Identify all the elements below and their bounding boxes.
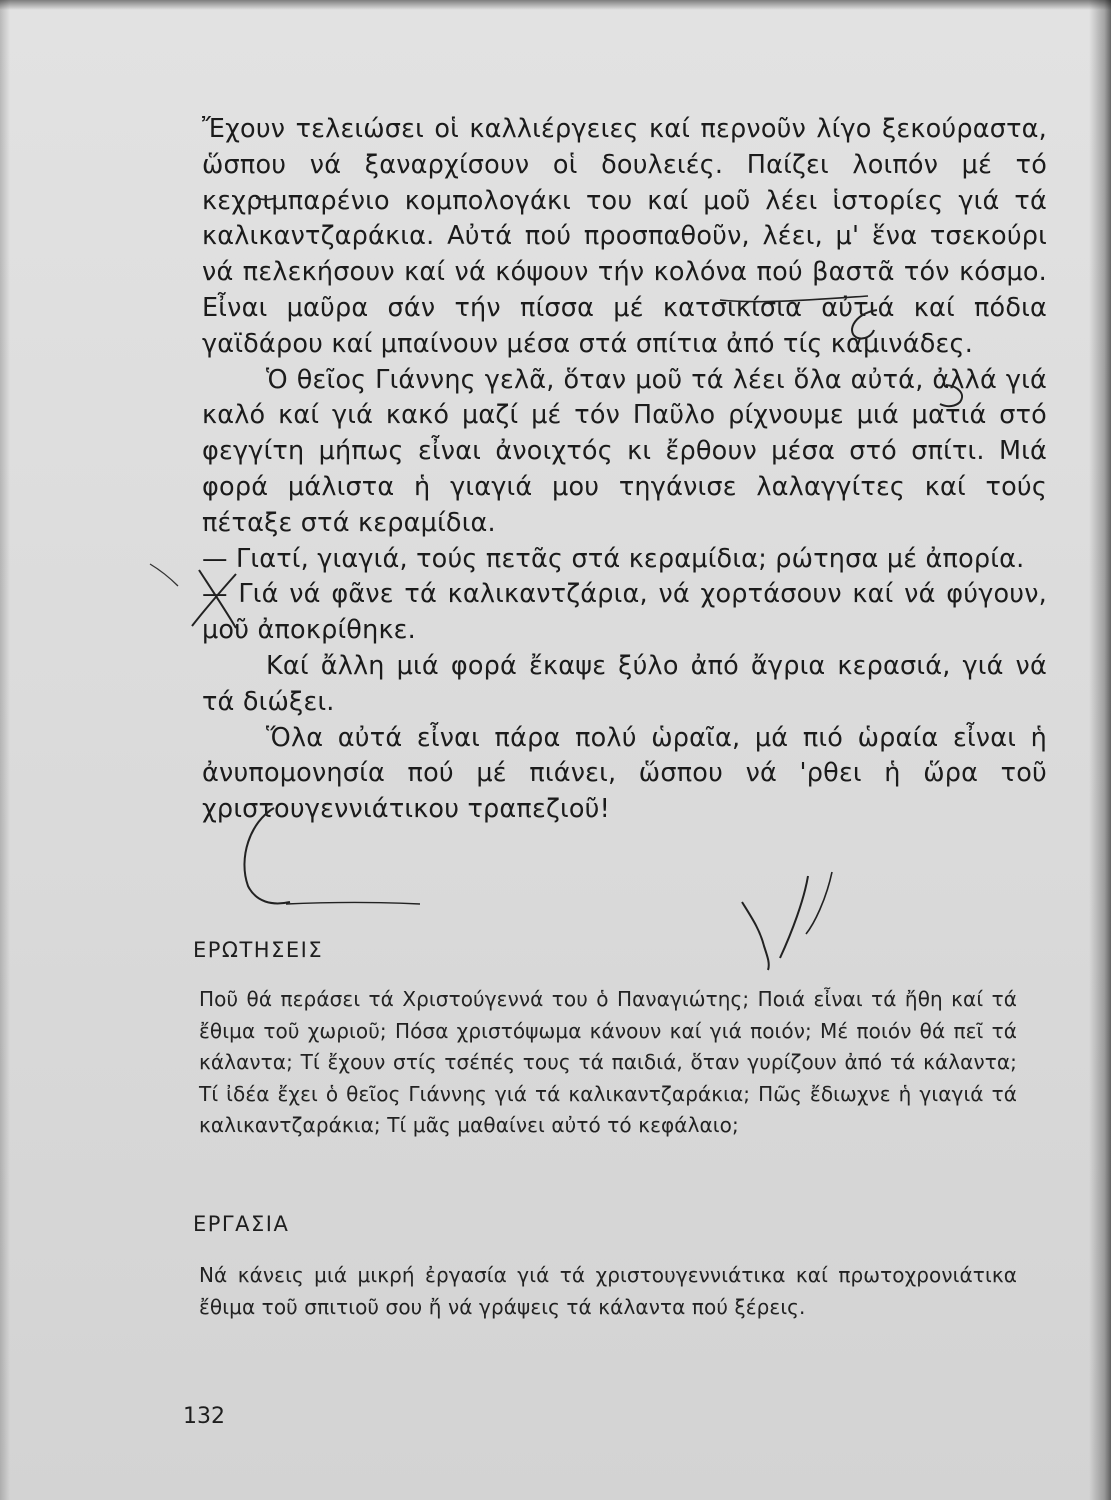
pen-strike-mark	[286, 903, 420, 905]
page-number: 132	[183, 1404, 225, 1429]
pen-signature-mark	[806, 872, 832, 934]
pen-tick-mark	[150, 564, 178, 586]
story-paragraph: Ὁ θεῖος Γιάννης γελᾶ, ὅταν μοῦ τά λέει ὅλα αὐτά, ἀλλά γιά καλό καί γιά κακό μαζί μέ τόν Παῦλο ρίχνουμε μιά ματιά στό φεγγίτη μήπως εἶναι ἀνοιχτός κι ἔρθουν μέσα στό σπίτι. Μιά φορά μάλιστα ἡ γιαγιά μου τηγάνισε λαλαγγίτες καί τούς πέταξε στά κεραμίδια.	[202, 364, 1047, 538]
pen-bracket-mark	[940, 385, 962, 406]
pen-bracket-mark	[244, 808, 290, 903]
story-paragraph: Ἔχουν τελειώσει οἱ καλλιέργειες καί περνοῦν λίγο ξεκούραστα, ὥσπου νά ξαναρχίσουν οἱ δουλειές. Παίζει λοιπόν μέ τό κεχριμπαρένιο κομπολογάκι του καί μοῦ λέει ἱστορίες γιά τά καλικαντζαράκια. Αὐτά πού προσπαθοῦν, λέει, μ' ἕνα τσεκούρι νά πελεκήσουν καί νά κόψουν τήν κολόνα πού βαστᾶ τόν κόσμο. Εἶναι μαῦρα σάν τήν πίσσα μέ κατσικίσια αὐτιά καί πόδια γαϊδάρου καί μπαίνουν μέσα στά σπίτια ἀπό τίς καμινάδες.	[202, 114, 1047, 359]
questions-text: Ποῦ θά περάσει τά Χριστούγεννά του ὁ Παναγιώτης; Ποιά εἶναι τά ἤθη καί τά ἔθιμα τοῦ χωριοῦ; Πόσα χριστόψωμα κάνουν καί γιά ποιόν; Μέ ποιόν θά πεῖ τά κάλαντα; Τί ἔχουν στίς τσέπές τους τά παιδιά, ὅταν γυρίζουν ἀπό τά κάλαντα; Τί ἰδέα ἔχει ὁ θεῖος Γιάννης γιά τά καλικαντζαράκια; Πῶς ἔδιωχνε ἡ γιαγιά τά καλικαντζαράκια; Τί μᾶς μαθαίνει αὐτό τό κεφάλαιο;	[199, 987, 1017, 1137]
assignment-text: Νά κάνεις μιά μικρή ἐργασία γιά τά χριστουγεννιάτικα καί πρωτοχρονιάτικα ἔθιμα τοῦ σπιτιοῦ σου ἤ νά γράψεις τά κάλαντα πού ξέρεις.	[199, 1263, 1017, 1319]
pen-signature-mark	[780, 876, 808, 958]
story-paragraph: Καί ἄλλη μιά φορά ἔκαψε ξύλο ἀπό ἄγρια κερασιά, γιά νά τά διώξει.	[202, 650, 1047, 717]
pen-underline-mark	[720, 296, 868, 302]
story-paragraph: Ὅλα αὐτά εἶναι πάρα πολύ ὡραῖα, μά πιό ὡραία εἶναι ἡ ἀνυπομονησία πού μέ πιάνει, ὥσπου νά 'ρθει ἡ ὥρα τοῦ χριστουγεννιάτικου τραπεζιοῦ!	[202, 722, 1047, 825]
assignment-heading: ΕΡΓΑΣΙΑ	[193, 1212, 290, 1236]
pen-underline-mark	[256, 198, 276, 200]
pen-cross-mark	[199, 570, 236, 628]
pen-bracket-mark	[852, 310, 877, 339]
questions-heading: ΕΡΩΤΗΣΕΙΣ	[193, 938, 324, 962]
dialogue-line: — Γιατί, γιαγιά, τούς πετᾶς στά κεραμίδια; ρώτησα μέ ἀπορία.	[202, 543, 1025, 574]
dialogue-line: — Γιά νά φᾶνε τά καλικαντζάρια, νά χορτάσουν καί νά φύγουν, μοῦ ἀποκρίθηκε.	[202, 579, 1047, 646]
pen-signature-mark	[742, 902, 769, 970]
